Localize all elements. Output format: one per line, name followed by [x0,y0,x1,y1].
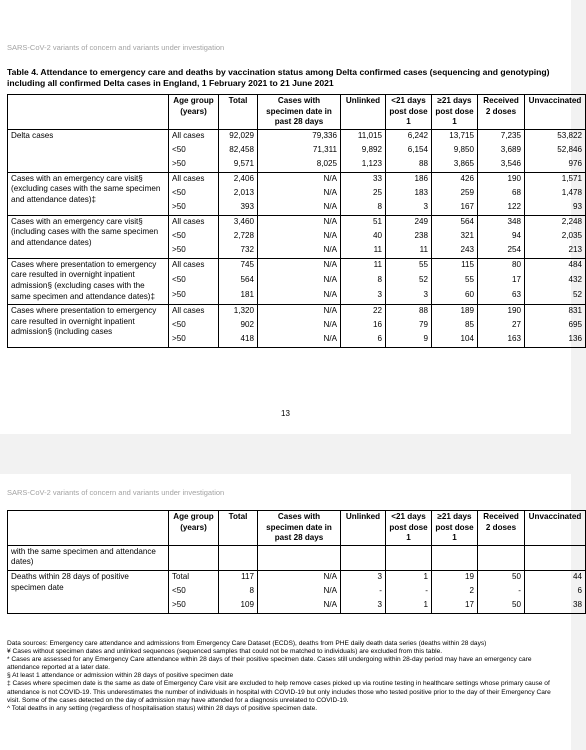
value-cell: 11,015 [341,129,386,144]
column-header: Unlinked [341,95,386,130]
value-cell: 115 [432,258,478,274]
value-cell: N/A [258,172,341,187]
value-cell: 831 [525,305,586,320]
value-cell: 82,458 [219,144,258,158]
running-header: SARS-CoV-2 variants of concern and variants under investigation [7,43,225,52]
value-cell: 16 [341,319,386,333]
column-header: <21 days post dose 1 [386,511,432,546]
value-cell: 27 [478,319,525,333]
value-cell: N/A [258,319,341,333]
value-cell: 88 [386,305,432,320]
value-cell: 33 [341,172,386,187]
column-header: Cases with specimen date in past 28 days [258,95,341,130]
empty-cell [341,545,386,570]
value-cell: 9,571 [219,158,258,173]
continued-row [8,545,586,570]
data-table-continued [7,510,586,614]
empty-cell [525,545,586,570]
value-cell: 25 [341,187,386,201]
value-cell: N/A [258,201,341,216]
age-group-cell: <50 [169,144,219,158]
value-cell: 418 [219,333,258,348]
value-cell: 321 [432,230,478,244]
footnote: * Cases are assessed for any Emergency Care attendance within 28 days of their positive specimen date. Cases still undergoing within 28-day period may have an emergency care attendance reported at a later date. [7,656,532,672]
value-cell: 55 [432,274,478,289]
value-cell: 6,154 [386,144,432,158]
footnote: ‡ Cases where specimen date is the same as date of Emergency Care visit are excluded to help remove cases picked up via routine testing in healthcare settings whose primary cause of attendance is not COVID-19. This underestimates the number of individuals in hospital with COVID-19 but only includes those who tested positive prior to the day of their Emergency Care visit. Some of the cases detected on the day of admission may have attended for a diagnosis unrelated to COVID-19. [7,680,551,704]
value-cell: 213 [525,244,586,259]
value-cell: 17 [478,274,525,289]
age-group-cell: All cases [169,305,219,320]
empty-cell [169,545,219,570]
value-cell: 94 [478,230,525,244]
column-header: ≥21 days post dose 1 [432,95,478,130]
category-continued: with the same specimen and attendance dates) [8,545,169,570]
value-cell: 259 [432,187,478,201]
value-cell: 80 [478,258,525,274]
value-cell: N/A [258,585,341,599]
value-cell: 902 [219,319,258,333]
table-row [8,129,586,144]
table-body [8,545,586,613]
document-page-2 [0,474,582,750]
footnote: § At least 1 attendance or admission within 28 days of positive specimen date [7,672,234,680]
column-header: Received 2 doses [478,95,525,130]
value-cell: 6 [525,585,586,599]
value-cell: 3 [341,599,386,614]
column-header: Age group (years) [169,95,219,130]
value-cell: N/A [258,305,341,320]
value-cell: 22 [341,305,386,320]
value-cell: N/A [258,289,341,305]
value-cell: 189 [432,305,478,320]
empty-cell [258,545,341,570]
value-cell: 50 [478,570,525,585]
age-group-cell: All cases [169,215,219,230]
header-row [8,95,586,130]
value-cell: 183 [386,187,432,201]
value-cell: 732 [219,244,258,259]
value-cell: N/A [258,274,341,289]
age-group-cell: <50 [169,274,219,289]
row-category: Delta cases [8,129,169,172]
value-cell: 8 [341,274,386,289]
column-header: Age group (years) [169,511,219,546]
value-cell: 79,336 [258,129,341,144]
value-cell: 60 [432,289,478,305]
value-cell: 9 [386,333,432,348]
value-cell: N/A [258,333,341,348]
value-cell: - [386,585,432,599]
value-cell: 2,406 [219,172,258,187]
value-cell: N/A [258,215,341,230]
value-cell: 3,546 [478,158,525,173]
value-cell: 3 [386,289,432,305]
value-cell: - [478,585,525,599]
age-group-cell: <50 [169,585,219,599]
column-header: Cases with specimen date in past 28 days [258,511,341,546]
value-cell: 68 [478,187,525,201]
value-cell: 1 [386,570,432,585]
value-cell: 2 [432,585,478,599]
value-cell: 52,846 [525,144,586,158]
value-cell: 3,460 [219,215,258,230]
value-cell: 1,123 [341,158,386,173]
value-cell: 2,035 [525,230,586,244]
table-header [8,95,586,130]
value-cell: 71,311 [258,144,341,158]
column-header: Unlinked [341,511,386,546]
table-row [8,305,586,320]
value-cell: 3 [341,570,386,585]
value-cell: 484 [525,258,586,274]
value-cell: 432 [525,274,586,289]
column-header: Received 2 doses [478,511,525,546]
value-cell: 181 [219,289,258,305]
value-cell: 3 [386,201,432,216]
table-row [8,215,586,230]
column-header: Total [219,95,258,130]
value-cell: 745 [219,258,258,274]
value-cell: 93 [525,201,586,216]
column-header: Total [219,511,258,546]
age-group-cell: >50 [169,244,219,259]
value-cell: 79 [386,319,432,333]
age-group-cell: >50 [169,289,219,305]
value-cell: 393 [219,201,258,216]
empty-cell [219,545,258,570]
value-cell: 50 [478,599,525,614]
column-header: Unvaccinated [525,511,586,546]
value-cell: 1,320 [219,305,258,320]
value-cell: - [341,585,386,599]
value-cell: 249 [386,215,432,230]
value-cell: 3,689 [478,144,525,158]
value-cell: 3,865 [432,158,478,173]
value-cell: 8 [219,585,258,599]
table-row [8,172,586,187]
value-cell: 976 [525,158,586,173]
value-cell: 88 [386,158,432,173]
value-cell: 6 [341,333,386,348]
value-cell: N/A [258,258,341,274]
value-cell: 348 [478,215,525,230]
value-cell: 695 [525,319,586,333]
value-cell: 1,571 [525,172,586,187]
value-cell: 52 [525,289,586,305]
value-cell: 167 [432,201,478,216]
value-cell: 11 [341,244,386,259]
running-header: SARS-CoV-2 variants of concern and variants under investigation [7,488,225,497]
value-cell: 9,850 [432,144,478,158]
value-cell: 109 [219,599,258,614]
value-cell: 11 [341,258,386,274]
value-cell: 190 [478,305,525,320]
column-header: Unvaccinated [525,95,586,130]
table-row [8,570,586,585]
column-header [8,95,169,130]
empty-cell [386,545,432,570]
value-cell: N/A [258,599,341,614]
value-cell: 40 [341,230,386,244]
age-group-cell: >50 [169,201,219,216]
value-cell: 92,029 [219,129,258,144]
column-header [8,511,169,546]
table-header [8,511,586,546]
empty-cell [478,545,525,570]
value-cell: 7,235 [478,129,525,144]
value-cell: 186 [386,172,432,187]
value-cell: 9,892 [341,144,386,158]
age-group-cell: All cases [169,172,219,187]
value-cell: N/A [258,570,341,585]
value-cell: 1 [386,599,432,614]
value-cell: 38 [525,599,586,614]
age-group-cell: <50 [169,319,219,333]
value-cell: 564 [219,274,258,289]
value-cell: 2,728 [219,230,258,244]
value-cell: 243 [432,244,478,259]
value-cell: 254 [478,244,525,259]
value-cell: 122 [478,201,525,216]
row-category: Cases with an emergency care visit§ (including cases with the same specimen and attendance dates) [8,215,169,258]
value-cell: 19 [432,570,478,585]
age-group-cell: >50 [169,158,219,173]
age-group-cell: Total [169,570,219,585]
value-cell: 13,715 [432,129,478,144]
value-cell: 8,025 [258,158,341,173]
value-cell: 2,248 [525,215,586,230]
value-cell: 163 [478,333,525,348]
data-table [7,94,586,348]
value-cell: 6,242 [386,129,432,144]
table-row [8,258,586,274]
page-number: 13 [281,409,290,418]
row-category: Cases where presentation to emergency care resulted in overnight inpatient admission§ (excluding cases with the same specimen and attendance dates)‡ [8,258,169,304]
value-cell: 426 [432,172,478,187]
value-cell: N/A [258,244,341,259]
value-cell: N/A [258,230,341,244]
value-cell: 8 [341,201,386,216]
footnote: ¥ Cases without specimen dates and unlinked sequences (sequenced samples that could not be matched to individuals) are excluded from this table. [7,648,443,656]
table-footnotes [7,640,559,713]
age-group-cell: >50 [169,333,219,348]
row-category: Cases with an emergency care visit§ (excluding cases with the same specimen and attendance dates)‡ [8,172,169,215]
footnote: Data sources: Emergency care attendance and admissions from Emergency Care Dataset (ECDS), deaths from PHE daily death data series (deaths within 28 days) [7,640,487,647]
value-cell: 85 [432,319,478,333]
value-cell: 136 [525,333,586,348]
column-header: ≥21 days post dose 1 [432,511,478,546]
value-cell: 44 [525,570,586,585]
age-group-cell: All cases [169,129,219,144]
value-cell: 1,478 [525,187,586,201]
value-cell: 238 [386,230,432,244]
value-cell: 2,013 [219,187,258,201]
value-cell: 564 [432,215,478,230]
value-cell: 117 [219,570,258,585]
value-cell: 63 [478,289,525,305]
age-group-cell: <50 [169,230,219,244]
table-caption: Table 4. Attendance to emergency care and deaths by vaccination status among Delta confirmed cases (sequencing and genotyping) including all confirmed Delta cases in England, 1 February 2021 to 21 June 2021 [7,67,550,88]
age-group-cell: All cases [169,258,219,274]
empty-cell [432,545,478,570]
table-body [8,129,586,347]
age-group-cell: >50 [169,599,219,614]
value-cell: N/A [258,187,341,201]
value-cell: 3 [341,289,386,305]
age-group-cell: <50 [169,187,219,201]
value-cell: 53,822 [525,129,586,144]
value-cell: 55 [386,258,432,274]
value-cell: 190 [478,172,525,187]
header-row [8,511,586,546]
row-category: Cases where presentation to emergency care resulted in overnight inpatient admission§ (including cases [8,305,169,348]
value-cell: 17 [432,599,478,614]
column-header: <21 days post dose 1 [386,95,432,130]
row-category: Deaths within 28 days of positive specimen date [8,570,169,613]
footnote: ^ Total deaths in any setting (regardless of hospitalisation status) within 28 days of positive specimen date. [7,704,318,712]
value-cell: 104 [432,333,478,348]
value-cell: 51 [341,215,386,230]
value-cell: 11 [386,244,432,259]
value-cell: 52 [386,274,432,289]
